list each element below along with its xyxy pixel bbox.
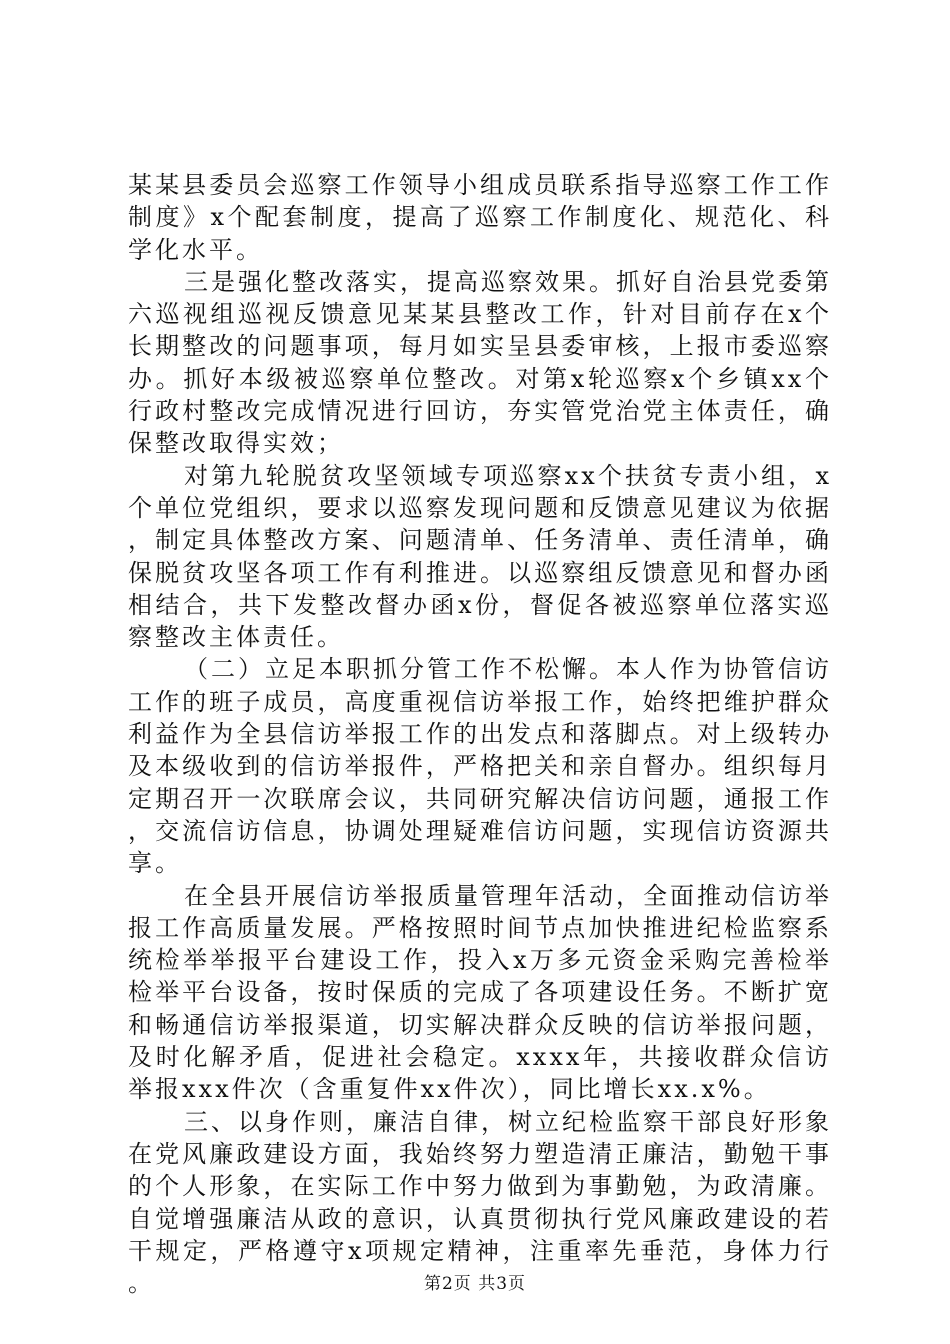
paragraph-rectification: 三是强化整改落实，提高巡察效果。抓好自治县党委第六巡视组巡视反馈意见某某县整改工作，针对目前存在x个长期整改的问题事项，每月如实呈县委审核，上报市委巡察办。抓好本级被巡察单位整改。对第x轮巡察x个乡镇xx个行政村整改完成情况进行回访，夯实管党治党主体责任，确保整改取得实效；: [128, 267, 832, 458]
paragraph-poverty-inspection: 对第九轮脱贫攻坚领域专项巡察xx个扶贫专责小组，x个单位党组织，要求以巡察发现问题和反馈意见建议为依据，制定具体整改方案、问题清单、任务清单、责任清单，确保脱贫攻坚各项工作有利推进。以巡察组反馈意见和督办函相结合，共下发整改督办函x份，督促各被巡察单位落实巡察整改主体责任。: [128, 461, 832, 652]
paragraph-petition-work: （二）立足本职抓分管工作不松懈。本人作为协管信访工作的班子成员，高度重视信访举报工作，始终把维护群众利益作为全县信访举报工作的出发点和落脚点。对上级转办及本级收到的信访举报件，严格把关和亲自督办。组织每月定期召开一次联席会议，共同研究解决信访问题，通报工作，交流信访信息，协调处理疑难信访问题，实现信访资源共享。: [128, 655, 832, 878]
document-body: [128, 169, 832, 1299]
paragraph-petition-quality: 在全县开展信访举报质量管理年活动，全面推动信访举报工作高质量发展。严格按照时间节点加快推进纪检监察系统检举举报平台建设工作，投入x万多元资金采购完善检举检举平台设备，按时保质的完成了各项建设任务。不断扩宽和畅通信访举报渠道，切实解决群众反映的信访举报问题，及时化解矛盾，促进社会稳定。xxxx年，共接收群众信访举报xxx件次（含重复件xx件次），同比增长xx.x%。: [128, 881, 832, 1104]
page-number-footer: 第2页 共3页: [423, 1274, 527, 1294]
paragraph-continuation: 某某县委员会巡察工作领导小组成员联系指导巡察工作工作制度》x个配套制度，提高了巡察工作制度化、规范化、科学化水平。: [128, 171, 832, 264]
paragraph-self-discipline: 三、以身作则，廉洁自律，树立纪检监察干部良好形象在党风廉政建设方面，我始终努力塑造清正廉洁，勤勉干事的个人形象，在实际工作中努力做到为事勤勉，为政清廉。自觉增强廉洁从政的意识，认真贯彻执行党风廉政建设的若干规定，严格遵守x项规定精神，注重率先垂范，身体力行。: [128, 1107, 832, 1298]
